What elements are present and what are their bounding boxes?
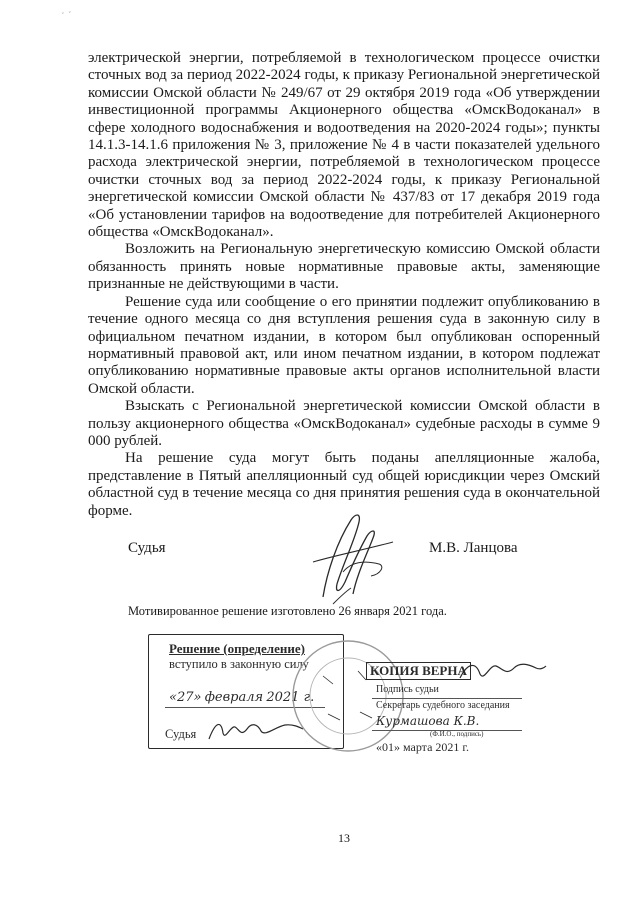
copy-stamp-signature — [458, 656, 548, 684]
paragraph-3: Решение суда или сообщение о его принятии подлежит опубликованию в течение одного месяца со дня вступления решения суда в законную силу в официальном печатном издании, в котором был опубликован оспоренный нормативный правовой акт, или ином печатном издании, в котором подлежат опубликованию нормативные правовые акты органов исполнительной власти Омской области. — [88, 293, 600, 397]
paragraph-1: электрической энергии, потребляемой в технологическом процессе очистки сточных вод за период 2022-2024 годы, к приказу Региональной энергетической комиссии Омской области № 249/67 от 29 октября 2019 года «Об утверждении инвестиционной программы Акционерного общества «ОмскВодоканал» в сфере холодного водоснабжения и водоотведения на 2020-2024 годы»; пункты 14.1.3-14.1.6 приложения № 3, приложение № 4 в части показателей удельного расхода электрической энергии, потребляемой в технологическом процессе очистки сточных вод за период 2022-2024 годы, к приказу Региональной энергетической комиссии Омской области № 437/83 от 17 декабря 2019 года «Об установлении тарифов на водоотведение для потребителей Акционерного общества «ОмскВодоканал». — [88, 50, 600, 241]
stamp-subtitle: вступило в законную силу — [169, 657, 309, 671]
copy-stamp-date: «01» марта 2021 г. — [376, 740, 469, 754]
copy-certification-stamp — [350, 660, 530, 754]
stamp-date-year: 2021 г. — [266, 690, 315, 705]
paragraph-4: Взыскать с Региональной энергетической комиссии Омской области в пользу акционерного общества «ОмскВодоканал» судебные расходы в сумме 9 000 рублей. — [88, 398, 600, 449]
stamp-judge-label: Судья — [165, 727, 197, 741]
paragraph-2: Возложить на Региональную энергетическую комиссию Омской области обязанность принять новые нормативные правовые акты, заменяющие признанные не действующими в части. — [88, 241, 600, 293]
scan-artifact: ﾞ ﾞ — [61, 10, 75, 21]
copy-stamp-line-2: Секретарь судебного заседания — [376, 700, 510, 711]
judge-signature — [293, 502, 403, 617]
copy-stamp-title: КОПИЯ ВЕРНА — [366, 662, 471, 680]
signature-row — [88, 540, 600, 580]
motivated-decision-note: Мотивированное решение изготовлено 26 января 2021 года. — [128, 604, 447, 618]
page-number: 13 — [338, 831, 350, 845]
document-body — [88, 50, 600, 520]
copy-stamp-name: Курмашова К.В. — [376, 714, 480, 728]
copy-stamp-fio-hint: (Ф.И.О., подпись) — [430, 730, 484, 738]
copy-stamp-line-1: Подпись судьи — [376, 684, 439, 695]
stamp-date-month: февраля — [204, 690, 264, 705]
judge-name: М.В. Ланцова — [429, 540, 518, 556]
paragraph-5: На решение суда могут быть поданы апелляционные жалоба, представление в Пятый апелляционный суд общей юрисдикции через Омский областной суд в течение месяца со дня принятия решения суда в окончательной форме. — [88, 450, 600, 519]
judge-label: Судья — [128, 540, 166, 556]
stamp-date-day: «27» — [169, 690, 202, 705]
stamp-title: Решение (определение) — [169, 641, 305, 656]
copy-stamp-rule-1 — [372, 698, 522, 699]
